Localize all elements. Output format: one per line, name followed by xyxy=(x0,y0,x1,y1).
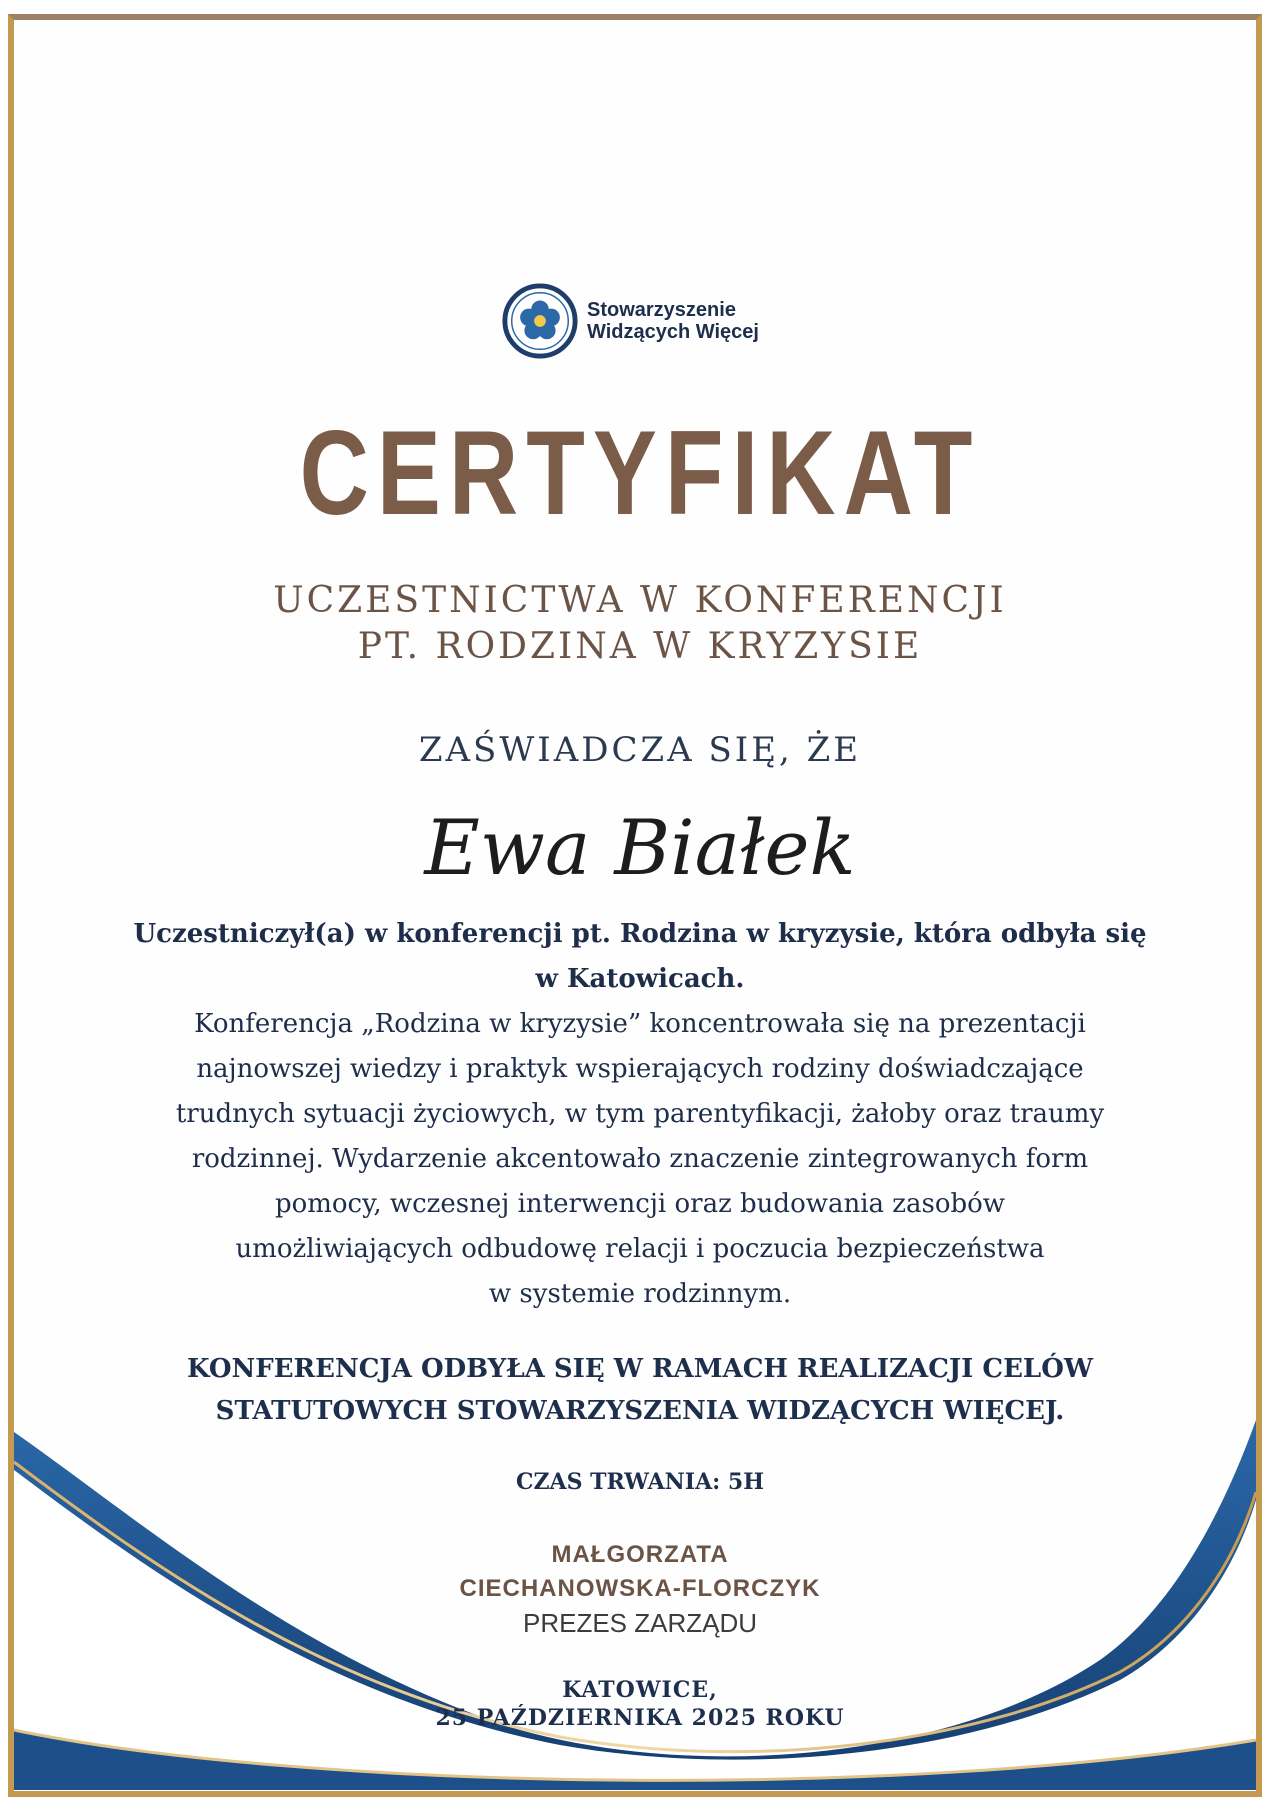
signer-last-name: CIECHANOWSKA-FLORCZYK xyxy=(459,1575,821,1602)
subtitle-line1: UCZESTNICTWA W KONFERENCJI xyxy=(273,580,1007,621)
body-line: Konferencja „Rodzina w kryzysie” koncentrowała się na prezentacji xyxy=(194,1009,1086,1039)
signer-role: PREZES ZARZĄDU xyxy=(522,1608,758,1638)
body-line: Uczestniczył(a) w konferencji pt. Rodzina w kryzysie, która odbyła się xyxy=(133,919,1147,949)
signer-first-name: MAŁGORZATA xyxy=(551,1541,729,1568)
certificate-title: CERTYFIKAT xyxy=(299,406,981,540)
duration-label: CZAS TRWANIA: 5H xyxy=(515,1469,765,1495)
body-line: pomocy, wczesnej interwencji oraz budowania zasobów xyxy=(274,1189,1006,1219)
statutory-note xyxy=(90,1348,1190,1432)
body-line: umożliwiających odbudowę relacji i poczucia bezpieczeństwa xyxy=(235,1234,1045,1264)
statutory-line2: STATUTOWYCH STOWARZYSZENIA WIDZĄCYCH WIĘCEJ. xyxy=(215,1396,1065,1426)
body-line: w Katowicach. xyxy=(535,964,745,994)
body-line: rodzinnej. Wydarzenie akcentowało znaczenie zintegrowanych form xyxy=(191,1144,1089,1174)
certificate-body xyxy=(96,912,1184,1317)
body-line: najnowszej wiedzy i praktyk wspierających rodziny doświadczające xyxy=(196,1054,1084,1084)
signer-name xyxy=(60,1538,1220,1606)
place-and-date xyxy=(60,1676,1220,1732)
organization-logo xyxy=(501,281,759,361)
organization-name-line2: Widzących Więcej xyxy=(587,321,759,343)
date: 25 PAŹDZIERNIKA 2025 ROKU xyxy=(435,1705,845,1731)
place: KATOWICE, xyxy=(562,1677,718,1703)
subtitle-line2: PT. RODZINA W KRYZYSIE xyxy=(357,626,923,667)
organization-name-line1: Stowarzyszenie xyxy=(587,299,736,321)
organization-name xyxy=(587,299,759,343)
body-line: trudnych sytuacji życiowych, w tym parentyfikacji, żałoby oraz traumy xyxy=(175,1099,1105,1129)
certificate-subtitle xyxy=(60,578,1220,670)
statutory-line1: KONFERENCJA ODBYŁA SIĘ W RAMACH REALIZACJI CELÓW xyxy=(186,1354,1094,1384)
forget-me-not-flower-icon xyxy=(501,282,579,360)
certifies-heading: ZAŚWIADCZA SIĘ, ŻE xyxy=(418,730,862,770)
body-line: w systemie rodzinnym. xyxy=(488,1279,792,1309)
recipient-name: Ewa Białek xyxy=(424,803,856,892)
